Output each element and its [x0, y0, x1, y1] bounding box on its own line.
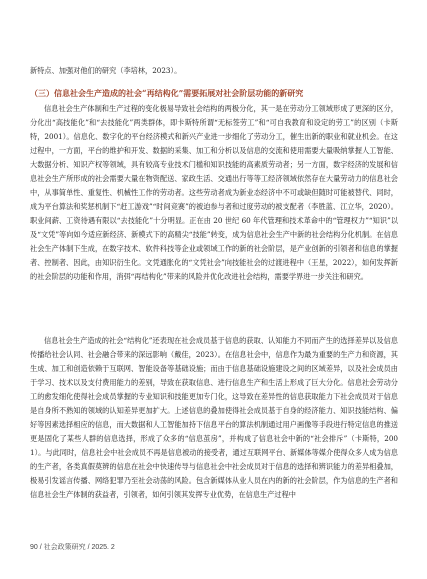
body-paragraph-1: 信息社会生产体制和生产过程的变化极易导致社会结构的两极分化，其一是在劳动分工领域形成了更深的区分，分化出“高技能化”和“去技能化”两类群体，即卡斯特所谓“无标签劳工”和“可自我教育和设定的劳工”的区别（卡斯特，2001）。信息化、数字化的平台经济模式和新兴产业进一步细化了劳动分工，催生出新的职业和就业机会。在这过程中，一方面，平台的维护和开发、数据的采集、加工和分析以及信息的交流和使用需要大量吸纳掌握人工智能、大数据分析、知识产权等领域，具有较高专业技术门槛和知识技能的高素质劳动者；另一方面，数字经济的发展和信息社会生产所形成的社会需要大量在物资配送、家政生活、交通出行等等工经济领域依然存在大量劳动力的信息社会中，从事简单性、重复性、机械性工作的劳动者。这些劳动者成为新业态经济中不可或缺但随时可能被替代、同时，成为平台算法和奖惩机制下“赶工游戏”“时间竞赛”的被迫参与者和过度劳动的被支配者（李胜蓝、江立华，2020）。职业间薪、工资待遇有限以“去技能化”十分明显。正在由 20 世纪 60 年代管理和技术革命中的“管理权力”“知识”以及“文凭”等向如今适应新经济、新模式下的高精尖“技能”转变，成为信息社会生产中新的社会结构分化机制。在信息社会生产体制下生成，在数字技术、软件科技等企业或领域工作的新的社会阶层，是产业创新的引领者和信息的掌握者、控制者、因此，由知识衍生化。文凭通胀化的“文凭社会”向技能社会的过渡进程中（王星，2022），如何发挥新的社会阶层的功能和作用，消弭“再结构化”带来的风险并优化改进社会结构，需要学界进一步关注和研究。	[30, 104, 398, 281]
page-footer: 90 / 社会政策研究 / 2025. 2	[30, 544, 115, 551]
continued-line: 新特点、加强对他们的研究（李培林，2023）。	[30, 66, 182, 75]
body-paragraph-2: 信息社会生产造成的社会“结构化”还表现在社会成员基于信息的获取、认知能力不同而产生的选择差异以及信息传播给社会认同、社会融合带来的深远影响（戴佳，2023）。在信息社会中，信息作为最为重要的生产力和资源，其生成、加工和创造依赖于互联网、智能设备等基础设施；而由于信息基础设施建设之间的区域差异，以及社会成员由于学习、技术以及支付费用能力的差别，导致在获取信息、进行信息生产和生活上形成了巨大分化。信息社会劳动分工的愈发细化使得社会成员掌握的专业知识和技能更加专门化，这导致在差异性的信息获取能力下社会成员对于信息是自身所不熟知的领域的认知差异更加扩大。上述信息的叠加使得社会成员基于自身的经济能力、知识技能结构、偏好等因素选择相应的信息，而大数据和人工智能加持下信息平台的算法机制通过用户画像等手段进行特定信息的推送更是固化了某些人群的信息选择，形成了众多的“信息茧房”，并构成了信息社会中新的“社会排斥”（卡斯特，2001）。与此同时，信息社会中社会成员不再是信息被动的接受者，通过互联网平台、新媒体等媒介使得众多人成为信息的生产者，各类真假莫辨的信息在社会中快速传导与信息社会中社会成员对于信息的选择和辨识能力的差异相叠加，极易引发谣言传播、网络犯罪乃至社会动荡的风险。包含新媒体从业人员在内的新的社会阶层，作为信息的生产者和信息社会生产体制的获益者，引领者，如何引领其发挥专业优势，在信息生产过程中	[30, 336, 398, 499]
section-heading: （三）信息社会生产造成的社会“再结构化”需要拓展对社会阶层功能的新研究	[30, 88, 304, 98]
article-body	[30, 64, 398, 516]
